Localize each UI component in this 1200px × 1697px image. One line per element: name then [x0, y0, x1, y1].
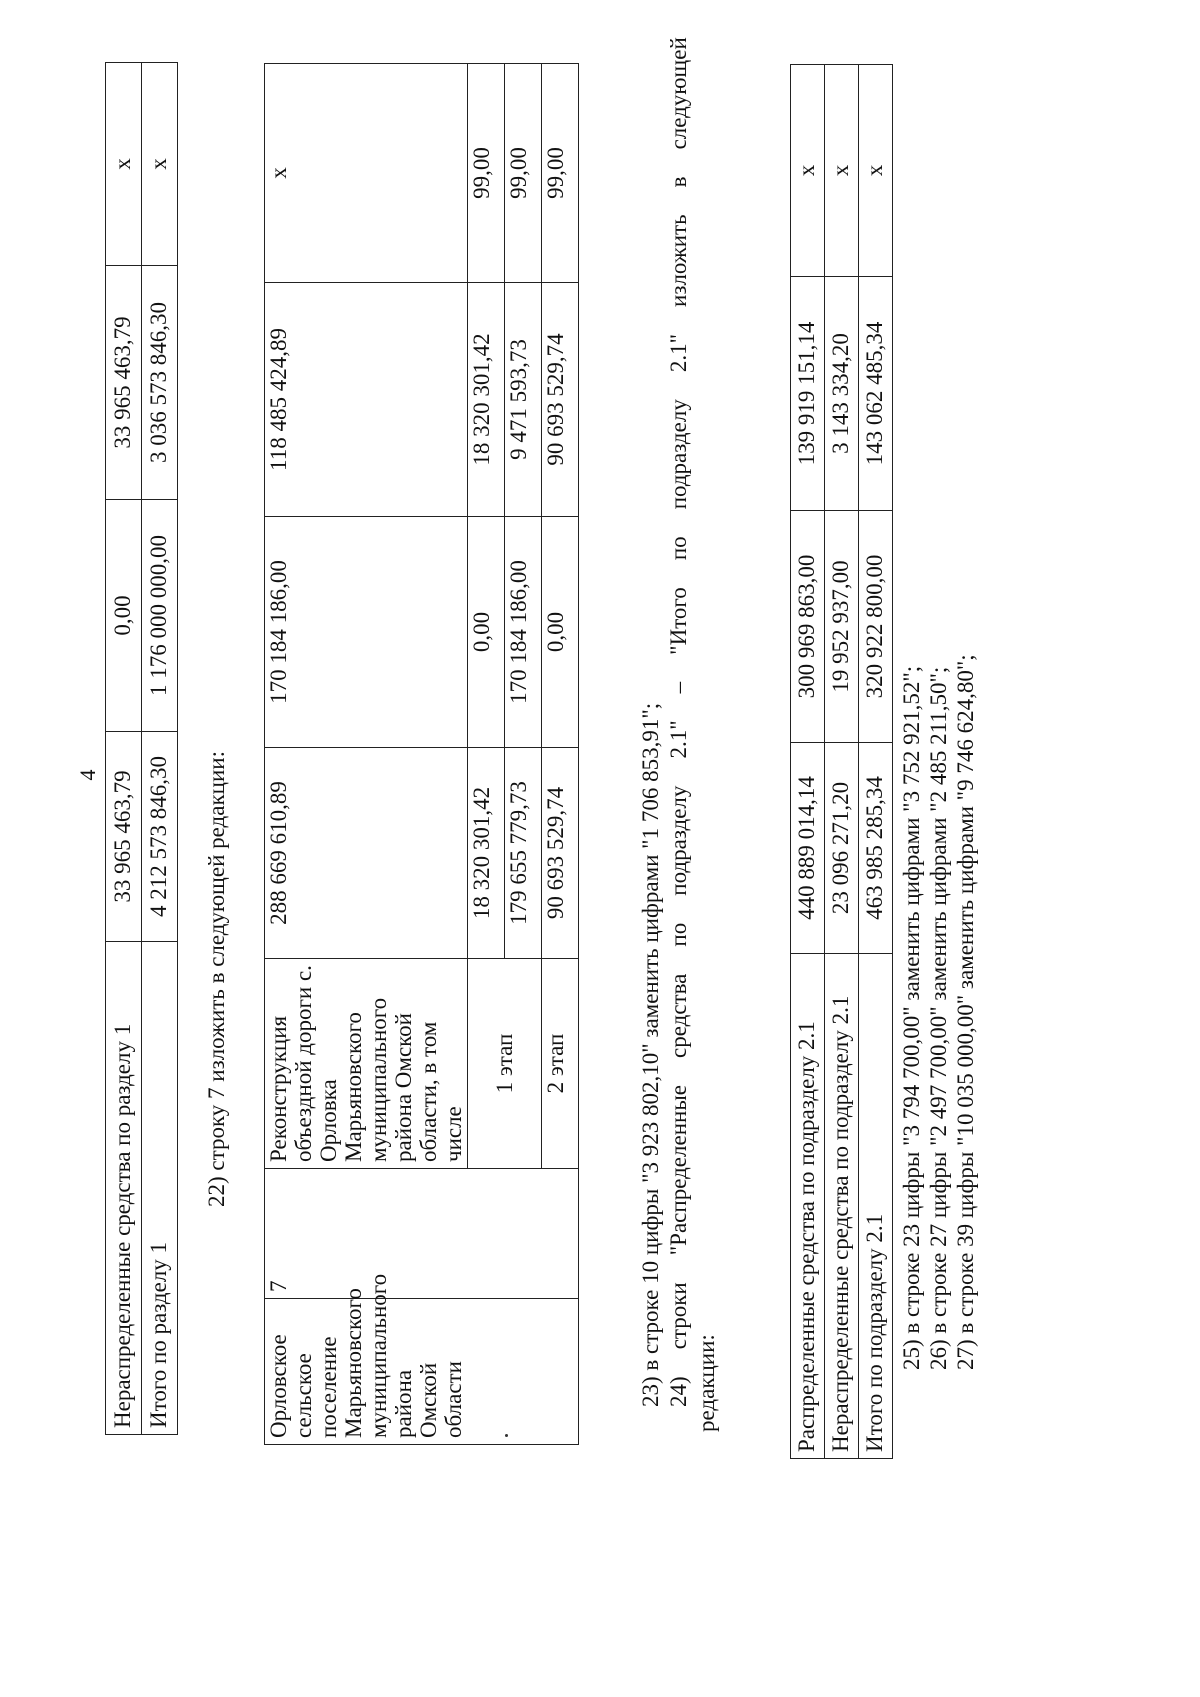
- cell-value: 90 693 529,74: [542, 282, 579, 516]
- settlement-cell: Орловское сельское поселение Марьяновского муниципального района Омской области: [265, 1299, 579, 1445]
- cell-value: 288 669 610,89: [265, 747, 468, 958]
- paragraph-24-word: подразделу: [666, 399, 691, 510]
- cell-value: 179 655 779,73: [505, 747, 542, 958]
- cell-value: 99,00: [505, 63, 542, 282]
- cell-value: 99,00: [542, 63, 579, 282]
- cell-value: 143 062 485,34: [859, 277, 893, 511]
- paragraph-24-word: следующей: [666, 37, 691, 150]
- cell-value: 90 693 529,74: [542, 747, 579, 958]
- cell-value: 440 889 014,14: [791, 743, 825, 954]
- paragraph-27: 27) в строке 39 цифры "10 035 000,00" заменить цифрами "9 746 624,80";: [953, 654, 978, 1370]
- cell-value: 19 952 937,00: [825, 511, 859, 743]
- paragraph-24-word: по: [666, 536, 691, 561]
- paragraph-24-word: "Распределенные: [666, 1085, 691, 1256]
- paragraph-24-word: подразделу: [666, 785, 691, 896]
- object-cell: Реконструкция объездной дороги с. Орловка Марьяновского муниципального района Омской области, в том числе: [265, 958, 468, 1168]
- cell-value: x: [859, 65, 893, 277]
- paragraph-26: 26) в строке 27 цифры "2 497 700,00" заменить цифрами "2 485 211,50";: [926, 666, 951, 1370]
- table-subsection-2-1: [790, 64, 893, 1459]
- cell-value: x: [791, 65, 825, 277]
- cell-value: 170 184 186,00: [505, 516, 542, 747]
- cell-value: 0,00: [106, 500, 142, 732]
- row-label: Нераспределенные средства по разделу 1: [106, 942, 142, 1435]
- cell-value: x: [142, 63, 178, 266]
- cell-value: 463 985 285,34: [859, 743, 893, 954]
- stage-1-label: 1 этап: [468, 958, 542, 1168]
- row-number: 7: [265, 1169, 579, 1299]
- paragraph-24-word: 24): [666, 1376, 691, 1407]
- table-row: [142, 63, 178, 1435]
- cell-value: 18 320 301,42: [468, 747, 505, 958]
- cell-value: 23 096 271,20: [825, 743, 859, 954]
- table-row: [791, 65, 825, 1459]
- cell-value: 0,00: [468, 516, 505, 747]
- cell-value: 99,00: [468, 63, 505, 282]
- table-row: [825, 65, 859, 1459]
- cell-value: x: [825, 65, 859, 277]
- cell-value: 320 922 800,00: [859, 511, 893, 743]
- cell-value: 4 212 573 846,30: [142, 732, 178, 942]
- paragraph-24-word: –: [666, 681, 691, 694]
- paragraph-24-word: "Итого: [666, 587, 691, 655]
- row-label: Итого по подразделу 2.1: [859, 954, 893, 1459]
- paragraph-24: [665, 37, 692, 1407]
- cell-value: 118 485 424,89: [265, 282, 468, 516]
- paragraph-24-word: по: [666, 922, 691, 947]
- paragraph-23: 23) в строке 10 цифры "3 923 802,10" заменить цифрами "1 706 853,91";: [638, 702, 663, 1407]
- row-label: Итого по разделу 1: [142, 942, 178, 1435]
- paragraph-24-word: средства: [666, 973, 691, 1058]
- paragraph-24-word: в: [666, 176, 691, 188]
- paragraph-22: 22) строку 7 изложить в следующей редакции:: [204, 751, 229, 1207]
- paragraph-25: 25) в строке 23 цифры "3 794 700,00" заменить цифрами "3 752 921,52";: [899, 665, 924, 1370]
- row-label: Нераспределенные средства по подразделу 2.1: [825, 954, 859, 1459]
- cell-value: 300 969 863,00: [791, 511, 825, 743]
- cell-value: 3 143 334,20: [825, 277, 859, 511]
- cell-value: x: [265, 63, 468, 282]
- scan-speck: [505, 1434, 508, 1437]
- paragraph-24-word: 2.1": [666, 333, 691, 373]
- table-row: [106, 63, 142, 1435]
- row-label: Распределенные средства по подразделу 2.1: [791, 954, 825, 1459]
- table-section-1-totals: [105, 62, 178, 1435]
- table-row-7: [264, 63, 579, 1445]
- cell-value: 33 965 463,79: [106, 266, 142, 500]
- paragraph-24-word: строки: [666, 1282, 691, 1350]
- cell-value: 1 176 000 000,00: [142, 500, 178, 732]
- cell-value: 33 965 463,79: [106, 732, 142, 942]
- cell-value: 170 184 186,00: [265, 516, 468, 747]
- table-row: [859, 65, 893, 1459]
- paragraph-24-end: редакции:: [694, 1334, 719, 1432]
- page-number: 4: [75, 769, 100, 781]
- cell-value: 3 036 573 846,30: [142, 266, 178, 500]
- cell-value: 0,00: [542, 516, 579, 747]
- cell-value: 18 320 301,42: [468, 282, 505, 516]
- cell-value: 139 919 151,14: [791, 277, 825, 511]
- cell-value: 9 471 593,73: [505, 282, 542, 516]
- table-row: [265, 63, 468, 1444]
- paragraph-24-word: 2.1": [666, 720, 691, 759]
- stage-2-label: 2 этап: [542, 958, 579, 1168]
- paragraph-24-word: изложить: [666, 214, 691, 307]
- cell-value: x: [106, 63, 142, 266]
